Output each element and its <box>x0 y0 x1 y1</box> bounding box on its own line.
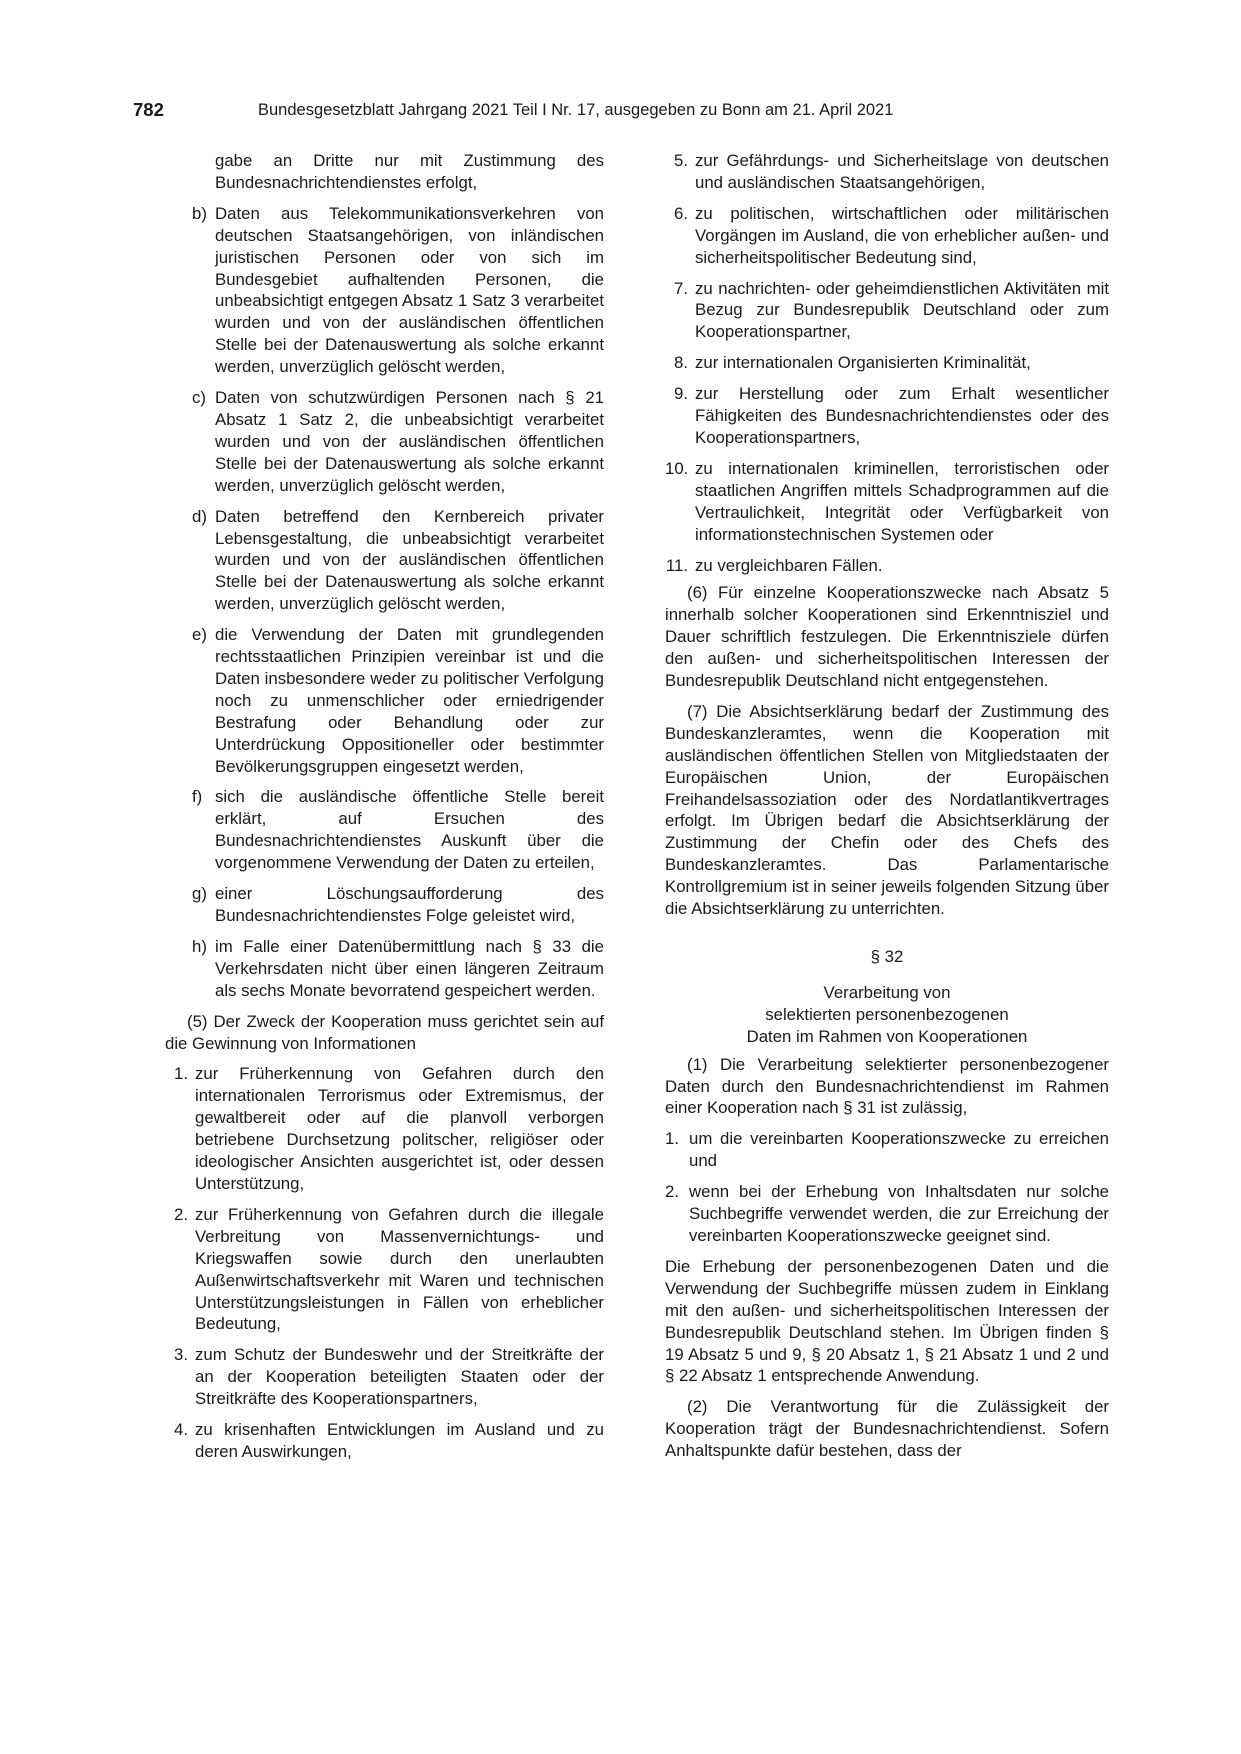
list-item-b: b) Daten aus Telekommunikationsverkehren von deutschen Staatsangehörigen, von inländischen juristischen Personen oder von sich im Bundesgebiet aufhaltenden Personen, die unbeabsichtigt entgegen Absatz 1 Satz 3 verarbeitet wurden und von der ausländischen öffentlichen Stelle bei der Datenauswertung als solche erkannt werden, unverzüglich gelöscht werden, <box>192 203 604 377</box>
numbered-item-8: 8. zur internationalen Organisierten Kriminalität, <box>674 353 1031 373</box>
list-item-e: e) die Verwendung der Daten mit grundlegenden rechtsstaatlichen Prinzipien vereinbar ist und die Daten insbesondere weder zu politischer Verfolgung noch zu unmenschlicher oder erniedrigender Bestrafung oder Behandlung oder zur Unterdrückung Oppositioneller oder bestimmter Bevölkerungsgruppen eingesetzt werden, <box>192 625 604 776</box>
page-number: 782 <box>133 99 164 120</box>
right-column <box>665 150 1109 1462</box>
list-item-g: g) einer Löschungsaufforderung des Bundesnachrichtendienstes Folge geleistet wird, <box>192 884 604 925</box>
list-item-c: c) Daten von schutzwürdigen Personen nach § 21 Absatz 1 Satz 2, die unbeabsichtigt verarbeitet wurden und von der ausländischen öffentlichen Stelle bei der Datenauswertung als solche erkannt werden, unverzüglich gelöscht werden, <box>192 388 604 495</box>
numbered-item-6: 6. zu politischen, wirtschaftlichen oder militärischen Vorgängen im Ausland, die von erheblicher außen- und sicherheitspolitischer Bedeutung sind, <box>674 203 1109 267</box>
numbered-item-2: 2. zur Früherkennung von Gefahren durch die illegale Verbreitung von Massenvernichtungs- und Kriegswaffen sowie durch den unerlaubten Außenwirtschaftsverkehr mit Waren und technischen Unterstützungsleistungen in Fällen von erheblicher Bedeutung, <box>174 1204 604 1334</box>
paragraph-6: (6) Für einzelne Kooperationszwecke nach Absatz 5 innerhalb solcher Kooperationen sind Erkenntnisziel und Dauer schriftlich festzulegen. Die Erkenntnisziele dürfen den außen- und sicherheitspolitischen Interessen der Bundesrepublik Deutschland nicht entgegenstehen. <box>665 583 1109 691</box>
section-32-flow-text: Die Erhebung der personenbezogenen Daten und die Verwendung der Suchbegriffe müssen zudem in Einklang mit den außen- und sicherheitspolitischen Interessen der Bundesrepublik Deutschland stehen. Im Übrigen finden § 19 Absatz 5 und 9, § 20 Absatz 1, § 21 Absatz 1 und 2 und § 22 Absatz 1 entsprechende Anwendung. <box>665 1256 1109 1386</box>
list-item-f: f) sich die ausländische öffentliche Stelle bereit erklärt, auf Ersuchen des Bundesnachrichtendienstes Auskunft über die vorgenommene Verwendung der Daten zu erteilen, <box>192 787 604 873</box>
continuation-text: gabe an Dritte nur mit Zustimmung des Bundesnachrichtendienstes erfolgt, <box>215 151 604 192</box>
section-title: Verarbeitung von selektierten personenbezogenen Daten im Rahmen von Kooperationen <box>746 982 1028 1046</box>
numbered-item-3: 3. zum Schutz der Bundeswehr und der Streitkräfte der an der Kooperation beteiligten Staaten oder der Streitkräfte des Kooperationspartners, <box>174 1345 604 1409</box>
section-32-paragraph-1: (1) Die Verarbeitung selektierter personenbezogener Daten durch den Bundesnachrichtendienst im Rahmen einer Kooperation nach § 31 ist zulässig, <box>665 1054 1109 1118</box>
section-32-item-1: 1. um die vereinbarten Kooperationszwecke zu erreichen und <box>665 1129 1109 1171</box>
left-column <box>165 150 604 1463</box>
numbered-item-5: 5. zur Gefährdungs- und Sicherheitslage von deutschen und ausländischen Staatsangehörigen, <box>674 151 1109 192</box>
numbered-item-1: 1. zur Früherkennung von Gefahren durch den internationalen Terrorismus oder Extremismus, der gewaltbereit oder auf die planvoll verborgen betriebene Durchsetzung politscher, religiöser oder ideologischer Ansichten ausgerichtet ist, oder dessen Unterstützung, <box>174 1064 604 1193</box>
numbered-item-10: 10. zu internationalen kriminellen, terroristischen oder staatlichen Angriffen mittels Schadprogrammen auf die Vertraulichkeit, Integrität oder Verfügbarkeit von informationstechnischen Systemen oder <box>665 458 1109 544</box>
section-32-item-2: 2. wenn bei der Erhebung von Inhaltsdaten nur solche Suchbegriffe verwendet werden, die zur Erreichung der vereinbarten Kooperationszwecke geeignet sind. <box>665 1182 1109 1245</box>
running-header: Bundesgesetzblatt Jahrgang 2021 Teil I Nr. 17, ausgegeben zu Bonn am 21. April 2021 <box>258 101 894 119</box>
section-32-paragraph-2: (2) Die Verantwortung für die Zulässigkeit der Kooperation trägt der Bundesnachrichtendienst. Sofern Anhaltspunkte dafür bestehen, dass der <box>665 1397 1109 1461</box>
list-item-h: h) im Falle einer Datenübermittlung nach § 33 die Verkehrsdaten nicht über einen längeren Zeitraum als sechs Monate bevorratend gespeichert werden. <box>192 936 604 1000</box>
numbered-item-7: 7. zu nachrichten- oder geheimdienstlichen Aktivitäten mit Bezug zur Bundesrepublik Deutschland oder zum Kooperationspartner, <box>674 278 1109 342</box>
list-item-d: d) Daten betreffend den Kernbereich privater Lebensgestaltung, die unbeabsichtigt verarbeitet wurden und von der ausländischen öffentlichen Stelle bei der Datenauswertung als solche erkannt werden, unverzüglich gelöscht werden, <box>192 506 604 614</box>
paragraph-5-intro: (5) Der Zweck der Kooperation muss gerichtet sein auf die Gewinnung von Informationen <box>165 1011 604 1053</box>
numbered-item-4: 4. zu krisenhaften Entwicklungen im Ausland und zu deren Auswirkungen, <box>174 1420 604 1461</box>
numbered-item-11: 11. zu vergleichbaren Fällen. <box>665 555 883 575</box>
section-number: § 32 <box>870 947 904 966</box>
paragraph-7: (7) Die Absichtserklärung bedarf der Zustimmung des Bundeskanzleramtes, wenn die Kooperation mit ausländischen öffentlichen Stellen von Mitgliedstaaten der Europäischen Union, der Europäischen Freihandelsassoziation oder des Nordatlantikvertrages erfolgt. Im Übrigen bedarf die Absichtserklärung der Zustimmung der Chefin oder des Chefs des Bundeskanzleramtes. Das Parlamentarische Kontrollgremium ist in seiner jeweils folgenden Sitzung über die Absichtserklärung zu unterrichten. <box>665 701 1109 919</box>
numbered-item-9: 9. zur Herstellung oder zum Erhalt wesentlicher Fähigkeiten des Bundesnachrichtendienstes oder des Kooperationspartners, <box>674 384 1109 447</box>
